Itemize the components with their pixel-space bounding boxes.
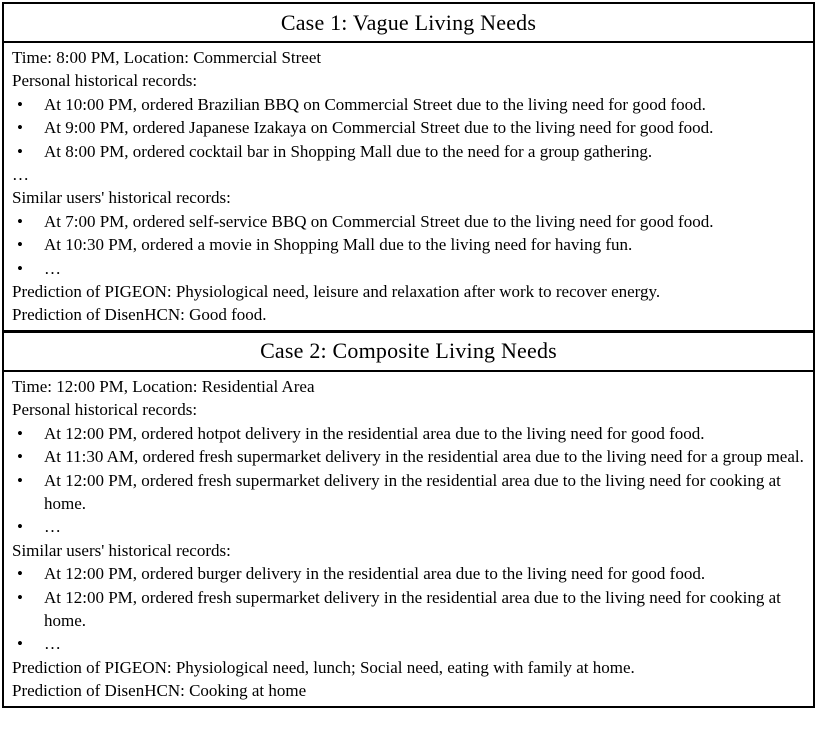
case-1-title: Case 1: Vague Living Needs bbox=[4, 4, 813, 43]
record-text: At 12:00 PM, ordered fresh supermarket delivery in the residential area due to the living need for cooking at home. bbox=[44, 587, 781, 630]
case-1-similar-records-label bbox=[12, 186, 807, 209]
record-text: At 10:30 PM, ordered a movie in Shopping Mall due to the living need for having fun. bbox=[44, 235, 633, 255]
case-2-personal-records-label bbox=[12, 398, 807, 421]
case-2-personal-record-item bbox=[12, 445, 807, 468]
case-1-similar-record-item bbox=[12, 210, 807, 233]
prediction-text: Prediction of DisenHCN: Good food. bbox=[12, 305, 267, 325]
bullet-marker: • bbox=[17, 470, 23, 490]
case-2-context-line bbox=[12, 375, 807, 398]
case-2-body bbox=[4, 372, 813, 706]
bullet-marker: • bbox=[17, 447, 23, 467]
section-label-text: Similar users' historical records: bbox=[12, 188, 231, 208]
ellipsis-text: … bbox=[44, 258, 61, 278]
record-text: At 12:00 PM, ordered fresh supermarket delivery in the residential area due to the living need for cooking at home. bbox=[44, 470, 781, 513]
context-text: Time: 12:00 PM, Location: Residential Area bbox=[12, 376, 315, 396]
bullet-marker: • bbox=[17, 423, 23, 443]
case-1-ellipsis-line bbox=[12, 163, 807, 186]
case-2-title: Case 2: Composite Living Needs bbox=[4, 333, 813, 372]
bullet-marker: • bbox=[17, 564, 23, 584]
case-1-section bbox=[4, 4, 813, 330]
section-label-text: Personal historical records: bbox=[12, 400, 198, 420]
case-1-context-line bbox=[12, 46, 807, 69]
prediction-text: Prediction of DisenHCN: Cooking at home bbox=[12, 681, 307, 701]
case-2-personal-record-ellipsis bbox=[12, 515, 807, 538]
record-text: At 7:00 PM, ordered self-service BBQ on Commercial Street due to the living need for good food. bbox=[44, 211, 714, 231]
record-text: At 9:00 PM, ordered Japanese Izakaya on Commercial Street due to the living need for good food. bbox=[44, 118, 714, 138]
ellipsis-text: … bbox=[12, 165, 29, 185]
prediction-text: Prediction of PIGEON: Physiological need, leisure and relaxation after work to recover energy. bbox=[12, 282, 661, 302]
case-2-personal-record-item bbox=[12, 422, 807, 445]
case-1-body bbox=[4, 43, 813, 330]
case-1-prediction-disenhcn bbox=[12, 303, 807, 326]
record-text: At 10:00 PM, ordered Brazilian BBQ on Commercial Street due to the living need for good food. bbox=[44, 94, 706, 114]
bullet-marker: • bbox=[17, 587, 23, 607]
bullet-marker: • bbox=[17, 634, 23, 654]
bullet-marker: • bbox=[17, 517, 23, 537]
case-study-figure bbox=[2, 2, 815, 708]
record-text: At 12:00 PM, ordered burger delivery in the residential area due to the living need for good food. bbox=[44, 564, 706, 584]
case-1-personal-records-label bbox=[12, 69, 807, 92]
case-1-personal-record-item bbox=[12, 116, 807, 139]
context-text: Time: 8:00 PM, Location: Commercial Street bbox=[12, 48, 322, 67]
case-2-similar-record-item bbox=[12, 586, 807, 633]
case-1-similar-record-item bbox=[12, 233, 807, 256]
bullet-marker: • bbox=[17, 141, 23, 161]
record-text: At 8:00 PM, ordered cocktail bar in Shopping Mall due to the need for a group gathering. bbox=[44, 141, 653, 161]
case-2-similar-record-ellipsis bbox=[12, 632, 807, 655]
record-text: At 11:30 AM, ordered fresh supermarket delivery in the residential area due to the living need for a group meal. bbox=[44, 447, 804, 467]
bullet-marker: • bbox=[17, 94, 23, 114]
ellipsis-text: … bbox=[44, 517, 61, 537]
case-2-personal-record-item bbox=[12, 469, 807, 516]
prediction-text: Prediction of PIGEON: Physiological need, lunch; Social need, eating with family at home. bbox=[12, 657, 635, 677]
case-1-similar-record-ellipsis bbox=[12, 257, 807, 280]
case-2-section bbox=[4, 330, 813, 706]
section-label-text: Personal historical records: bbox=[12, 71, 198, 91]
case-1-prediction-pigeon bbox=[12, 280, 807, 303]
bullet-marker: • bbox=[17, 235, 23, 255]
ellipsis-text: … bbox=[44, 634, 61, 654]
case-2-similar-record-item bbox=[12, 562, 807, 585]
record-text: At 12:00 PM, ordered hotpot delivery in the residential area due to the living need for good food. bbox=[44, 423, 705, 443]
section-label-text: Similar users' historical records: bbox=[12, 540, 231, 560]
bullet-marker: • bbox=[17, 118, 23, 138]
bullet-marker: • bbox=[17, 258, 23, 278]
case-2-similar-records-label bbox=[12, 539, 807, 562]
case-1-personal-record-item bbox=[12, 140, 807, 163]
case-2-prediction-pigeon bbox=[12, 656, 807, 679]
case-1-personal-record-item bbox=[12, 93, 807, 116]
bullet-marker: • bbox=[17, 211, 23, 231]
case-2-prediction-disenhcn bbox=[12, 679, 807, 702]
